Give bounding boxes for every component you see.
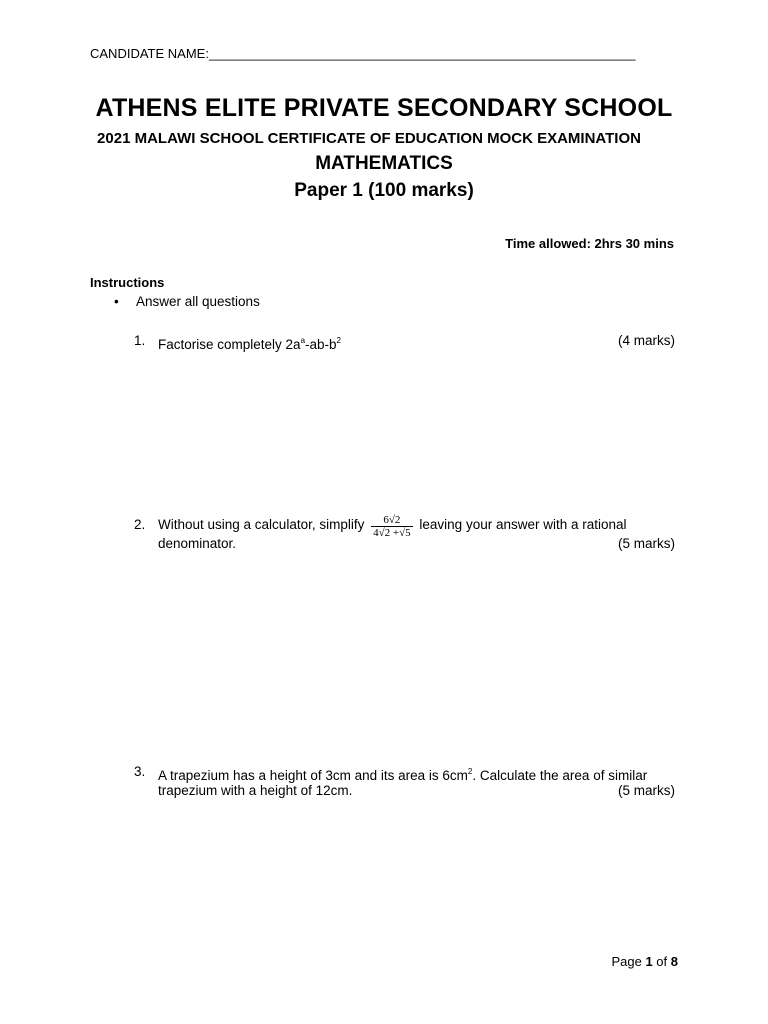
page-current: 1: [645, 954, 653, 969]
question-2-number: 2.: [134, 517, 146, 532]
question-1-text-part: Factorise completely 2a: [158, 337, 301, 352]
question-3-superscript: 2: [467, 767, 473, 776]
candidate-name-label: CANDIDATE NAME:: [90, 46, 209, 61]
question-1-superscript: a: [300, 336, 306, 345]
fraction-numerator: 6√2: [383, 514, 401, 526]
of-word: of: [656, 954, 668, 969]
candidate-name-field: [90, 46, 636, 61]
question-3-text-part: A trapezium has a height of 3cm and its area is 6cm: [158, 768, 468, 783]
question-1-text-part: -ab-b: [305, 337, 337, 352]
fraction-denominator: 4√2 +√5: [373, 527, 411, 539]
question-1-marks: (4 marks): [618, 333, 675, 348]
instruction-item: [114, 294, 260, 309]
question-3-text-part: . Calculate the area of similar: [472, 768, 648, 783]
question-3-text-line2: trapezium with a height of 12cm.: [158, 783, 353, 798]
question-3-marks: (5 marks): [618, 783, 675, 798]
question-2-text-line2: denominator.: [158, 536, 237, 551]
school-title: ATHENS ELITE PRIVATE SECONDARY SCHOOL: [95, 94, 673, 122]
time-allowed: Time allowed: 2hrs 30 mins: [505, 236, 674, 251]
instructions-heading: Instructions: [90, 275, 165, 290]
page-word: Page: [611, 954, 642, 969]
question-2-fraction: [371, 514, 413, 539]
instruction-text: Answer all questions: [136, 294, 260, 309]
question-2-text-part: leaving your answer with a rational: [419, 517, 627, 532]
question-1-text: [158, 331, 341, 354]
exam-title: 2021 MALAWI SCHOOL CERTIFICATE OF EDUCATION MOCK EXAMINATION: [97, 130, 641, 147]
question-1-number: 1.: [134, 333, 146, 348]
page-total: 8: [670, 954, 678, 969]
bullet-icon: •: [114, 294, 119, 309]
candidate-name-line: ___________________________________________________________: [208, 46, 636, 61]
question-3-number: 3.: [134, 764, 146, 779]
subject-title: MATHEMATICS: [315, 153, 453, 174]
question-2-text-part: Without using a calculator, simplify: [158, 517, 365, 532]
question-2-marks: (5 marks): [618, 536, 675, 551]
page-number: [611, 954, 678, 969]
question-1-superscript: 2: [336, 336, 341, 345]
paper-title: Paper 1 (100 marks): [294, 180, 474, 201]
